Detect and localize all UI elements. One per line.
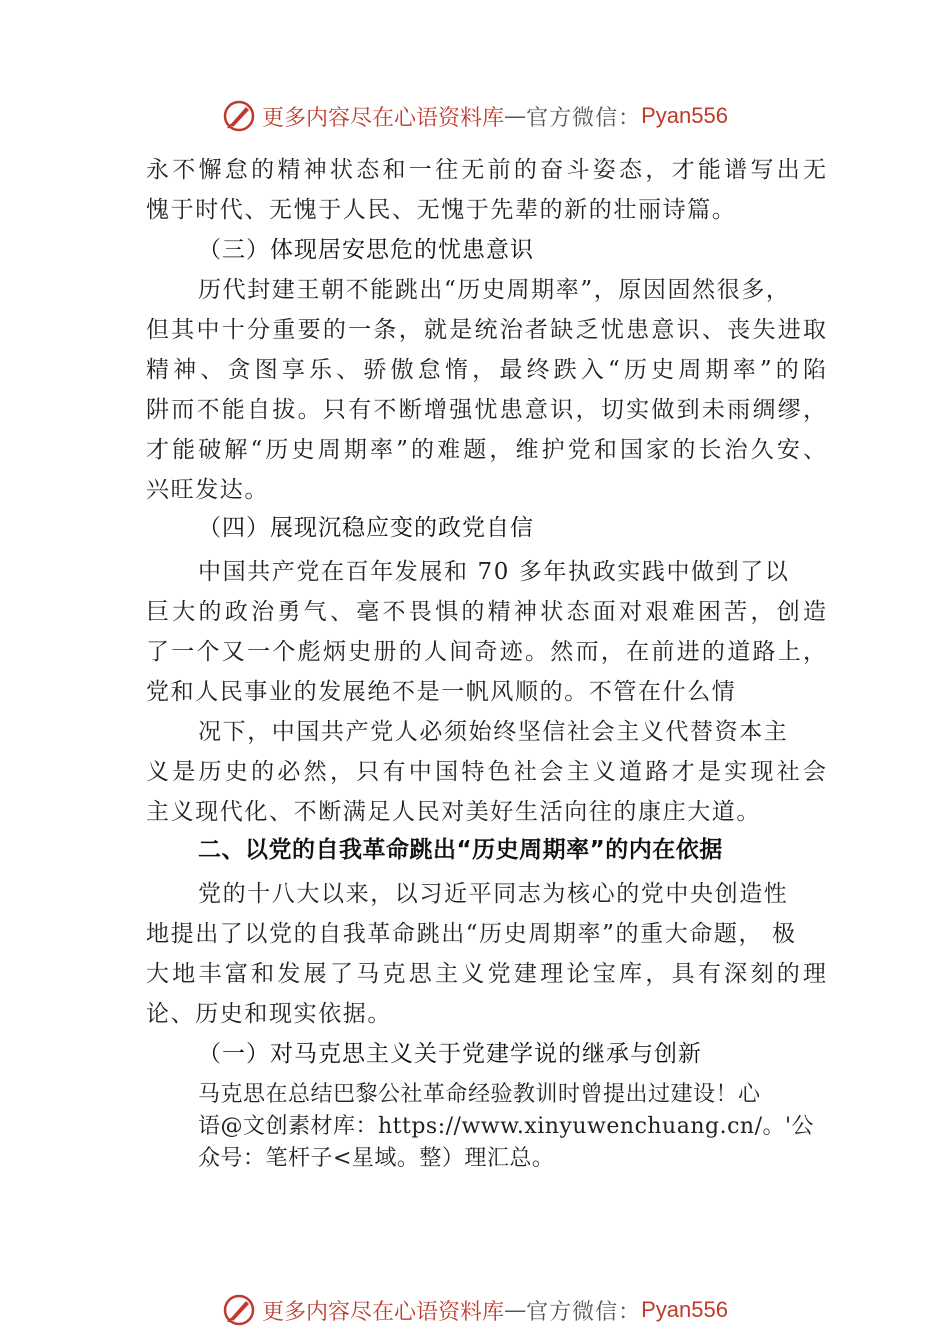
body-line: 历代封建王朝不能跳出“历史周期率”，原因固然很多， [198,277,791,303]
footer-brand-text: 更多内容尽在心语资料库 [262,1299,505,1325]
header-wechat-label: 官方微信： [526,105,642,131]
body-line: 了一个又一个彪炳史册的人间奇迹。然而，在前进的道路上， [146,639,826,665]
header-wechat-id: Pyan556 [641,103,728,128]
body-line: 大地丰富和发展了马克思主义党建理论宝库，具有深刻的理 [146,961,826,987]
header-banner [0,96,950,136]
brush-logo-icon [222,1293,256,1327]
body-line: 精神、贪图享乐、骄傲怠惰，最终跌入“历史周期率”的陷 [146,357,826,383]
chapter-heading: 二、以党的自我革命跳出“历史周期率”的内在依据 [198,837,723,863]
body-line: 况下，中国共产党人必须始终坚信社会主义代替资本主 [198,719,789,745]
footer-wechat-label: 官方微信： [526,1299,642,1325]
header-brand-text: 更多内容尽在心语资料库 [262,105,505,131]
body-line: 党的十八大以来，以习近平同志为核心的党中央创造性 [198,881,789,907]
body-line: 阱而不能自拔。只有不断增强忧患意识，切实做到未雨绸缪， [146,397,826,423]
body-line: 党和人民事业的发展绝不是一帆风顺的。不管在什么情 [146,679,737,705]
body-line: 马克思在总结巴黎公社革命经验教训时曾提出过建设！心 [198,1082,761,1107]
body-line: 巨大的政治勇气、毫不畏惧的精神状态面对艰难困苦，创造 [146,599,826,625]
footer-banner [0,1290,950,1330]
footer-wechat-id: Pyan556 [641,1297,728,1322]
body-line: 永不懈怠的精神状态和一往无前的奋斗姿态，才能谱写出无 [146,157,826,183]
body-line: 地提出了以党的自我革命跳出“历史周期率”的重大命题， 极 [146,921,797,947]
body-line: 论、历史和现实依据。 [146,1001,392,1027]
body-line: 兴旺发达。 [146,477,269,503]
body-line: 才能破解“历史周期率”的难题，维护党和国家的长治久安、 [146,437,826,463]
section-heading: （一）对马克思主义关于党建学说的继承与创新 [198,1041,702,1067]
body-line: 众号：笔杆子<星域。整）理汇总。 [198,1146,555,1171]
body-line: 但其中十分重要的一条，就是统治者缺乏忧患意识、丧失进取 [146,317,826,343]
body-line: 愧于时代、无愧于人民、无愧于先辈的新的壮丽诗篇。 [146,197,737,223]
body-line: 主义现代化、不断满足人民对美好生活向往的康庄大道。 [146,799,761,825]
body-line: 义是历史的必然，只有中国特色社会主义道路才是实现社会 [146,759,826,785]
body-line: 中国共产党在百年发展和 70 多年执政实践中做到了以 [198,559,790,585]
section-heading: （三）体现居安思危的忧患意识 [198,237,534,263]
header-dash: — [504,103,527,129]
section-heading: （四）展现沉稳应变的政党自信 [198,515,534,541]
body-line: 语@文创素材库：https://www.xinyuwenchuang.cn/。'公 [198,1114,815,1139]
footer-dash: — [504,1297,527,1323]
brush-logo-icon [222,99,256,133]
